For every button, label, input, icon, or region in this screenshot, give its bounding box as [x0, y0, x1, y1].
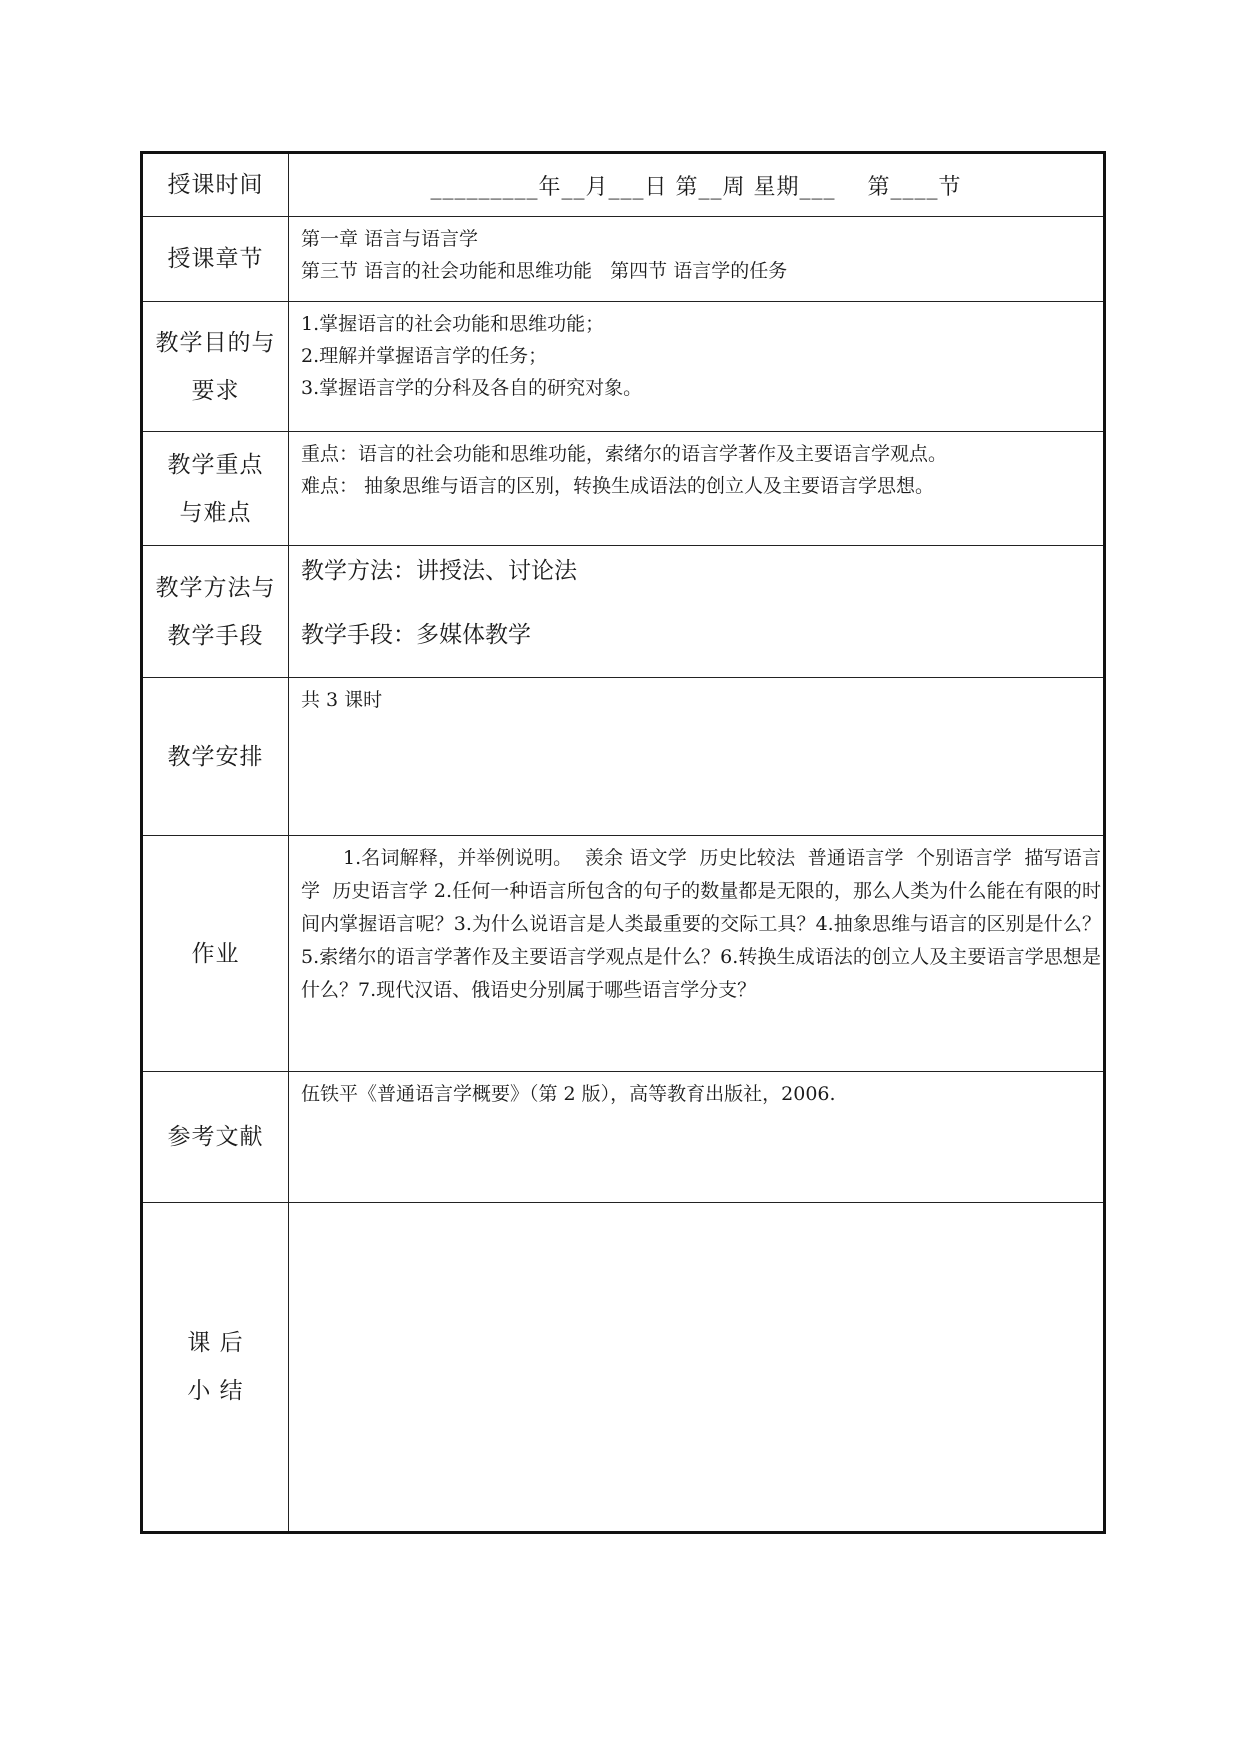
label-references: 参考文献: [142, 1072, 289, 1203]
methods-content: [289, 546, 1105, 678]
difficulty-line: 难点： 抽象思维与语言的区别，转换生成语法的创立人及主要语言学思想。: [301, 475, 935, 497]
chapter-line: 第一章 语言与语言学: [301, 228, 479, 250]
section-line: 第三节 语言的社会功能和思维功能 第四节 语言学的任务: [301, 260, 788, 282]
objectives-content: [289, 302, 1105, 432]
row-class-time: [142, 153, 1105, 217]
homework-text: 1.名词解释，并举例说明。 羡余 语文学 历史比较法 普通语言学 个别语言学 描写语言学 历史语言学 2.任何一种语言所包含的句子的数量都是无限的，那么人类为什么能在有限的时间内掌握语言呢？3.为什么说语言是人类最重要的交际工具？4.抽象思维与语言的区别是什么？5.索绪尔的语言学著作及主要语言学观点是什么？6.转换生成语法的创立人及主要语言学思想是什么？7.现代汉语、俄语史分别属于哪些语言学分支？: [301, 847, 1101, 1001]
row-schedule: [142, 678, 1105, 836]
class-hours: 共 3 课时: [301, 689, 383, 711]
class-time-fill-line: _________年__月___日 第__周 星期___ 第____节: [289, 153, 1105, 217]
row-summary: [142, 1203, 1105, 1533]
teaching-method-line: 教学方法：讲授法、讨论法: [301, 558, 577, 584]
lesson-plan-table: [140, 151, 1106, 1534]
label-objectives: 教学目的与 要求: [142, 302, 289, 432]
row-homework: [142, 836, 1105, 1072]
label-chapter: 授课章节: [142, 217, 289, 302]
objective-item: 2.理解并掌握语言学的任务；: [301, 345, 548, 367]
row-methods: [142, 546, 1105, 678]
label-class-time: 授课时间: [142, 153, 289, 217]
reference-item: 伍铁平《普通语言学概要》（第 2 版），高等教育出版社，2006.: [301, 1083, 836, 1105]
label-summary: 课 后 小 结: [142, 1203, 289, 1533]
row-chapter: [142, 217, 1105, 302]
homework-content: [289, 836, 1105, 1072]
label-homework: 作业: [142, 836, 289, 1072]
references-content: [289, 1072, 1105, 1203]
objective-item: 3.掌握语言学的分科及各自的研究对象。: [301, 377, 643, 399]
summary-content: [289, 1203, 1105, 1533]
teaching-means-line: 教学手段：多媒体教学: [301, 622, 531, 648]
key-points-content: [289, 432, 1105, 546]
label-methods: 教学方法与 教学手段: [142, 546, 289, 678]
label-schedule: 教学安排: [142, 678, 289, 836]
row-key-points: [142, 432, 1105, 546]
row-references: [142, 1072, 1105, 1203]
objective-item: 1.掌握语言的社会功能和思维功能；: [301, 313, 605, 335]
key-point-line: 重点：语言的社会功能和思维功能，索绪尔的语言学著作及主要语言学观点。: [301, 443, 948, 465]
schedule-content: [289, 678, 1105, 836]
label-key-points: 教学重点 与难点: [142, 432, 289, 546]
chapter-content: [289, 217, 1105, 302]
row-objectives: [142, 302, 1105, 432]
